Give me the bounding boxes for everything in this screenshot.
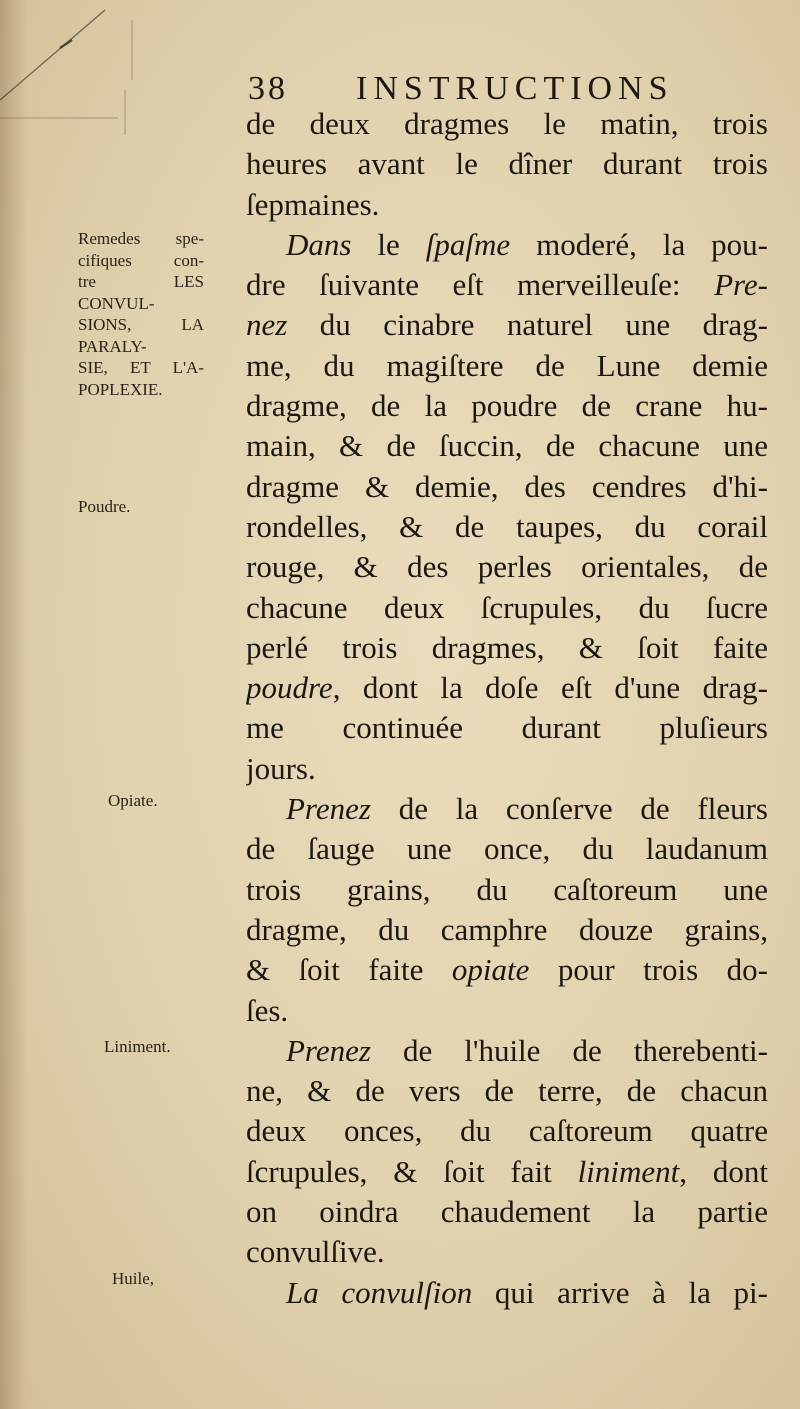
text-line: de deux dragmes le matin, trois — [246, 106, 768, 141]
text-line: trois grains, du caſtoreum une — [246, 871, 768, 907]
text-line: me, du magiſtere de Lune demie — [246, 347, 768, 383]
text-line: dragme, de la poudre de crane hu- — [246, 388, 768, 424]
margin-note-liniment: Liniment. — [104, 1037, 171, 1056]
text-line: & ſoit faite opiate pour trois do- — [246, 952, 768, 988]
text-line: nez du cinabre naturel une drag- — [246, 307, 768, 343]
margin-note-remedes: Remedes spe- cifiques con- tre LES CONVUL- SIONS, LA PARALY- SIE, ET L'A- POPLEXIE. — [78, 229, 204, 399]
text-line: ne, & de vers de terre, de chacun — [246, 1073, 768, 1109]
text-line: convulſive. — [246, 1234, 385, 1270]
text-line: dragme & demie, des cendres d'hi- — [246, 468, 768, 504]
running-title: INSTRUCTIONS — [356, 70, 674, 107]
text-line: perlé trois dragmes, & ſoit faite — [246, 629, 768, 665]
text-line: ſcrupules, & ſoit fait liniment, dont — [246, 1153, 768, 1189]
margin-note-opiate: Opiate. — [108, 791, 158, 810]
text-line: ſes. — [246, 992, 289, 1028]
margin-note-poudre: Poudre. — [78, 497, 131, 516]
text-line: de ſauge une once, du laudanum — [246, 831, 768, 867]
text-line: ſepmaines. — [246, 186, 380, 222]
text-line: Prenez de la conſerve de fleurs — [286, 791, 768, 827]
page-number: 38 — [248, 70, 288, 107]
text-line: jours. — [246, 750, 316, 786]
body-text — [246, 104, 768, 1313]
text-line: poudre, dont la doſe eſt d'une drag- — [246, 670, 768, 706]
text-line: dre ſuivante eſt merveilleuſe: Pre- — [246, 267, 768, 303]
text-line: La convulſion qui arrive à la pi- — [286, 1274, 768, 1310]
text-line: Dans le ſpaſme moderé, la pou- — [286, 226, 768, 262]
text-line: rondelles, & de taupes, du corail — [246, 508, 768, 544]
text-line: me continuée durant pluſieurs — [246, 710, 768, 746]
text-line: dragme, du camphre douze grains, — [246, 911, 768, 947]
text-line: on oindra chaudement la partie — [246, 1194, 768, 1230]
margin-note-huile: Huile, — [112, 1269, 155, 1288]
ink-mark-decoration — [0, 0, 140, 140]
text-line: rouge, & des perles orientales, de — [246, 549, 768, 585]
text-line: deux onces, du caſtoreum quatre — [246, 1113, 768, 1149]
text-line: Prenez de l'huile de therebenti- — [286, 1032, 768, 1068]
text-line: main, & de ſuccin, de chacune une — [246, 428, 768, 464]
text-line: heures avant le dîner durant trois — [246, 146, 768, 182]
text-line: chacune deux ſcrupules, du ſucre — [246, 589, 768, 625]
